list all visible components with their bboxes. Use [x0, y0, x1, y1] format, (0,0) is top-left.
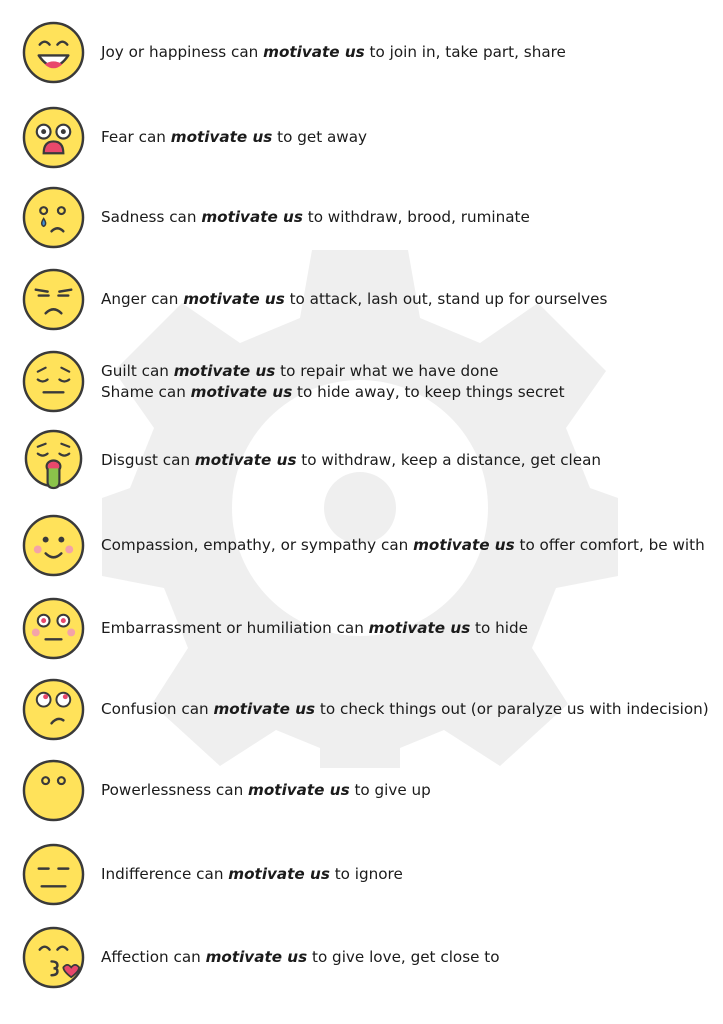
list-item [22, 350, 723, 413]
angry-face-icon [22, 268, 85, 331]
emotion-text: Fear can motivate us to get away [101, 128, 368, 146]
smiling-face-icon [22, 514, 85, 577]
emotion-text: Confusion can motivate us to check things out (or paralyze us with indecision) [101, 700, 709, 718]
list-item [22, 759, 723, 822]
list-item [22, 926, 723, 989]
emotion-text: Joy or happiness can motivate us to join in, take part, share [101, 43, 566, 61]
joy-face-icon [22, 21, 85, 84]
list-item [22, 268, 723, 331]
guilt-face-icon [22, 350, 85, 413]
emotion-text: Guilt can motivate us to repair what we have done Shame can motivate us to hide away, to keep things secret [101, 361, 565, 401]
sad-face-icon [22, 186, 85, 249]
list-item [22, 429, 723, 492]
kissing-face-icon [22, 926, 85, 989]
emotion-text: Embarrassment or humiliation can motivate us to hide [101, 619, 528, 637]
list-item [22, 186, 723, 249]
emotion-text: Powerlessness can motivate us to give up [101, 781, 431, 799]
emotion-text: Sadness can motivate us to withdraw, brood, ruminate [101, 208, 530, 226]
embarrassed-face-icon [22, 597, 85, 660]
emotion-text: Compassion, empathy, or sympathy can motivate us to offer comfort, be with [101, 536, 705, 554]
surprised-face-icon [22, 759, 85, 822]
emotion-text: Affection can motivate us to give love, get close to [101, 948, 500, 966]
confused-face-icon [22, 678, 85, 741]
emotion-text: Indifference can motivate us to ignore [101, 865, 403, 883]
list-item [22, 21, 723, 84]
list-item [22, 106, 723, 169]
list-item [22, 843, 723, 906]
neutral-face-icon [22, 843, 85, 906]
list-item [22, 597, 723, 660]
disgust-face-icon [22, 429, 85, 492]
list-item [22, 514, 723, 577]
fear-face-icon [22, 106, 85, 169]
emotion-text: Anger can motivate us to attack, lash out, stand up for ourselves [101, 290, 608, 308]
emotion-text: Disgust can motivate us to withdraw, keep a distance, get clean [101, 451, 602, 469]
list-item [22, 678, 723, 741]
